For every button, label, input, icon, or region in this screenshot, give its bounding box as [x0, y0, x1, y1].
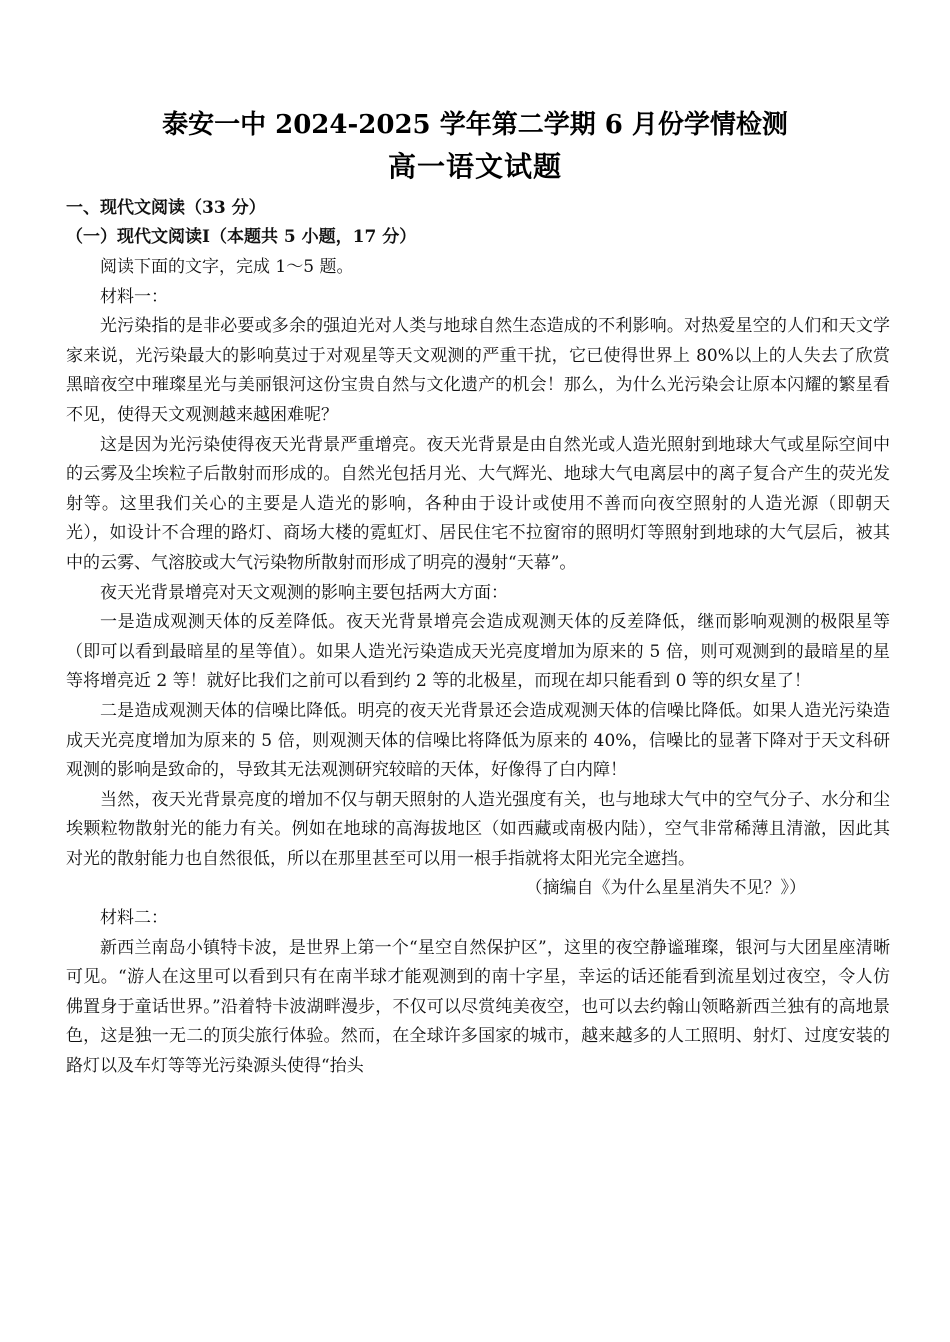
material1-source: （摘编自《为什么星星消失不见？》） [525, 878, 806, 899]
material1-label: 材料一： [100, 286, 168, 307]
instruction-text: 阅读下面的文字，完成 1～5 题。 [100, 257, 354, 277]
exam-title: 泰安一中 2024-2025 学年第二学期 6 月份学情检测 [162, 110, 788, 140]
material2-label: 材料二： [100, 908, 168, 929]
exam-subtitle: 高一语文试题 [387, 150, 562, 183]
material1-paragraph: 这是因为光污染使得夜天光背景严重增亮。夜天光背景是由自然光或人造光照射到地球大气或星际空间中的云雾及尘埃粒子后散射而形成的。自然光包括月光、大气辉光、地球大气电离层中的离子复合产生的荧光发射等。这里我们关心的主要是人造光的影响，各种由于设计或使用不善而向夜空照射的人造光源（即朝天光），如设计不合理的路灯、商场大楼的霓虹灯、居民住宅不拉窗帘的照明灯等照射到地球的大气层后，被其中的云雾、气溶胶或大气污染物所散射而形成了明亮的漫射“天幕”。 [66, 434, 890, 573]
material1-paragraph: 二是造成观测天体的信噪比降低。明亮的夜天光背景还会造成观测天体的信噪比降低。如果人造光污染造成天光亮度增加为原来的 5 倍，则观测天体的信噪比将降低为原来的 40%，信噪比的显著下降对于天文科研观测的影响是致命的，导致其无法观测研究较暗的天体，好像得了白内障！ [66, 700, 890, 781]
subsection-heading: （一）现代文阅读Ⅰ（本题共 5 小题，17 分） [66, 227, 417, 247]
material1-paragraph: 一是造成观测天体的反差降低。夜天光背景增亮会造成观测天体的反差降低，继而影响观测的极限星等（即可以看到最暗星的星等值）。如果人造光污染造成天光亮度增加为原来的 5 倍，则可观测到的最暗星的星等将增亮近 2 等！就好比我们之前可以看到约 2 等的北极星，而现在却只能看到 0 等的织女星了！ [66, 612, 890, 692]
section-heading: 一、现代文阅读（33 分） [66, 198, 266, 218]
material1-paragraph: 光污染指的是非必要或多余的强迫光对人类与地球自然生态造成的不利影响。对热爱星空的人们和天文学家来说，光污染最大的影响莫过于对观星等天文观测的严重干扰，它已使得世界上 80%以上的人失去了欣赏黑暗夜空中璀璨星光与美丽银河这份宝贵自然与文化遗产的机会！那么，为什么光污染会让原本闪耀的繁星看不见，使得天文观测越来越困难呢？ [66, 316, 890, 425]
material1-paragraph: 夜天光背景增亮对天文观测的影响主要包括两大方面： [100, 582, 508, 603]
material2-paragraph: 新西兰南岛小镇特卡波，是世界上第一个“星空自然保护区”，这里的夜空静谧璀璨，银河与大团星座清晰可见。“游人在这里可以看到只有在南半球才能观测到的南十字星，幸运的话还能看到流星划过夜空，令人仿佛置身于童话世界。”沿着特卡波湖畔漫步，不仅可以尽赏纯美夜空，也可以去约翰山领略新西兰独有的高地景色，这是独一无二的顶尖旅行体验。然而，在全球许多国家的城市，越来越多的人工照明、射灯、过度安装的路灯以及车灯等等光污染源头使得“抬头 [66, 937, 890, 1077]
reading-passage [66, 253, 890, 1082]
material1-paragraph: 当然，夜天光背景亮度的增加不仅与朝天照射的人造光强度有关，也与地球大气中的空气分子、水分和尘埃颗粒物散射光的能力有关。例如在地球的高海拔地区（如西藏或南极内陆），空气非常稀薄且清澈，因此其对光的散射能力也自然很低，所以在那里甚至可以用一根手指就将太阳光完全遮挡。 [66, 789, 890, 869]
